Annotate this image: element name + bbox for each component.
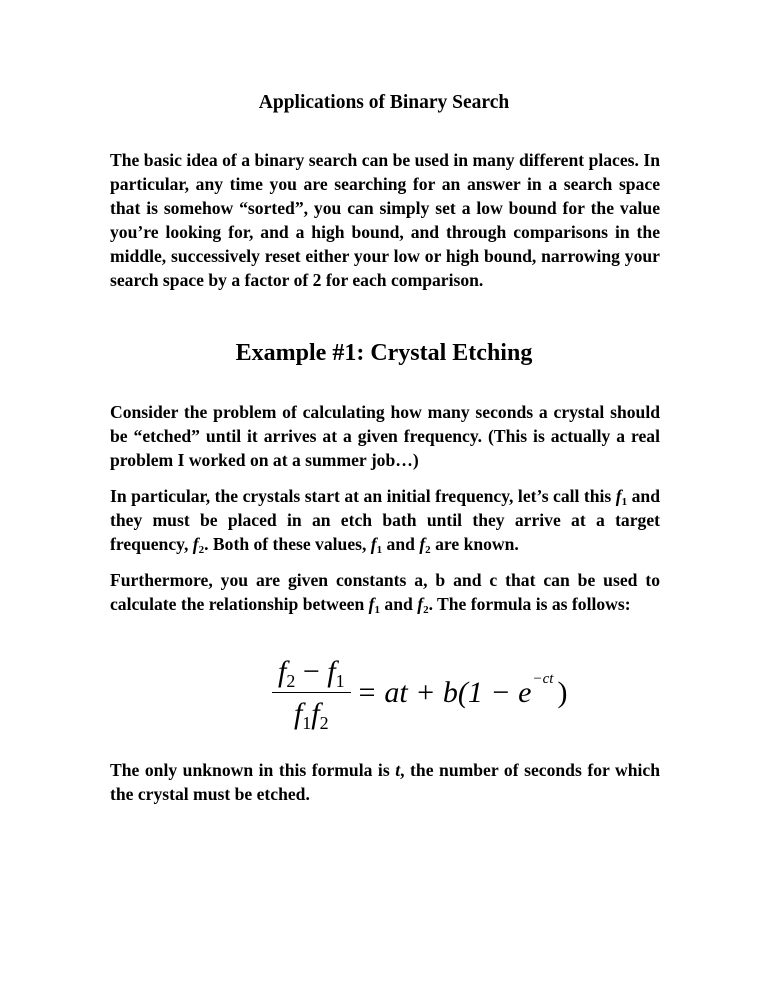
paragraph-constants: Furthermore, you are given constants a, b and c that can be used to calculate the relationship between $f_1$ and $f_2$. The formula is as follows: [110, 570, 660, 616]
fraction: $\frac{f_2 - f_1}{f_1f_2}$ [272, 655, 351, 731]
page-title: Applications of Binary Search [258, 92, 510, 113]
exponent: −ct [532, 671, 554, 687]
section-heading: Example #1: Crystal Etching [235, 340, 533, 366]
etch-formula: $\frac{f_2 - f_1}{f_1f_2}$ = at + b(1 − e −ct ) [272, 655, 567, 731]
paragraph-frequencies: In particular, the crystals start at an initial frequency, let’s call this $f_1$ and they must be placed in an etch bath until they arrive at a target frequency, $f_2$. Both of these values, $f_1$ and $f_2$ are known. [110, 486, 660, 556]
intro-paragraph: The basic idea of a binary search can be used in many different places. In particular, any time you are searching for an answer in a search space that is somehow “sorted”, you can simply set a low bound for the value you’re looking for, and a high bound, and through comparisons in the middle, successively reset either your low or high bound, narrowing your search space by a factor of 2 for each comparison. [110, 150, 660, 290]
paragraph-unknown: The only unknown in this formula is t, the number of seconds for which the crystal must be etched. [110, 760, 660, 804]
paragraph-problem: Consider the problem of calculating how many seconds a crystal should be “etched” until it arrives at a given frequency. (This is actually a real problem I worked on at a summer job…) [110, 402, 660, 470]
